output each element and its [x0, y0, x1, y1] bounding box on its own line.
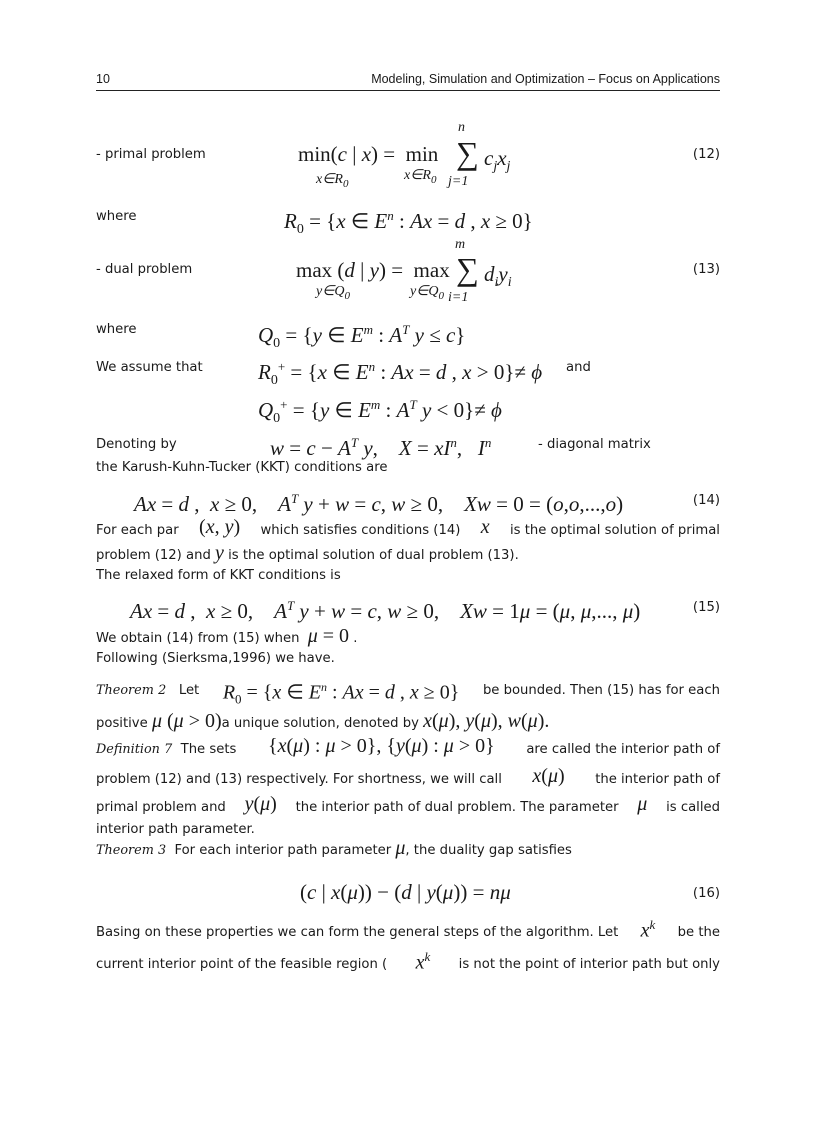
theorem-2-unique: a unique solution, denoted by [221, 716, 419, 731]
theorem-3-label: Theorem 3 [96, 843, 167, 858]
equation-14: Ax = d , x ≥ 0, $A^T$ y + w = c, w ≥ 0, Xw = 0 = (o,o,...,o) [134, 491, 624, 516]
equation-number-12: (12) [692, 147, 720, 162]
definition-7-line-2: problem (12) and (13) respectively. For shortness, we will call x(μ) the interior path of [96, 765, 720, 787]
text-optimal-dual: is the optimal solution of dual problem (13). [228, 548, 519, 563]
equation-q0-definition: $Q_0 = \{y$ ∈ $E^m$ : $A^T$ y ≤ c} [258, 322, 466, 352]
definition-7-line-1: Definition 7 The sets {x(μ) : μ > 0}, {y(μ) : μ > 0} are called the interior path of [96, 735, 720, 757]
equation-number-16: (16) [692, 886, 720, 901]
paragraph-basing-line-2: current interior point of the feasible region ( $x^k$ is not the point of interior path but only [96, 949, 720, 974]
label-where-2: where [96, 322, 137, 337]
label-where-1: where [96, 209, 137, 224]
label-denoting-by: Denoting by [96, 437, 177, 452]
label-and: and [566, 360, 591, 375]
theorem-2-bounded: be bounded. Then (15) has for each [482, 683, 720, 698]
equation-15: Ax = d , x ≥ 0, $A^T$ y + w = c, w ≥ 0, Xw = 1μ = (μ, μ,..., μ) [130, 598, 641, 623]
text-we-obtain: We obtain (14) from (15) when [96, 631, 300, 646]
equation-number-13: (13) [692, 262, 720, 277]
equation-r0-definition: $R_0 = \{x$ ∈ $E^n$ : Ax = d , x ≥ 0} [284, 208, 533, 238]
definition-7-line-4: interior path parameter. [96, 822, 255, 837]
definition-7-line-3: primal problem and y(μ) the interior path of dual problem. The parameter μ is called [96, 793, 720, 815]
label-dual-problem: - dual problem [96, 262, 193, 277]
label-we-assume: We assume that [96, 360, 203, 375]
label-primal-problem: - primal problem [96, 147, 206, 162]
equation-number-15: (15) [692, 600, 720, 615]
equation-w-definition: $w = c - A^T$ y, $X = xI^n$, $I^n$ [270, 435, 492, 460]
theorem-2-line-1: Theorem 2 Let $R_0 = \{x$ ∈ $E^n$ : Ax = d , x ≥ 0} be bounded. Then (15) has for each [96, 680, 720, 707]
paragraph-line-14b: problem (12) and y is the optimal solution of dual problem (13). [96, 542, 519, 564]
relaxed-intro: The relaxed form of KKT conditions is [96, 568, 341, 583]
following-sierksma: Following (Sierksma,1996) we have. [96, 651, 335, 666]
text-for-each-par: For each par [96, 523, 179, 538]
theorem-2-line-2: positive μ (μ > 0)a unique solution, denoted by x(μ), y(μ), w(μ). [96, 710, 550, 732]
paragraph-basing-line-1: Basing on these properties we can form the general steps of the algorithm. Let $x^k$ be the [96, 917, 720, 942]
text-problem-12-and: problem (12) and [96, 548, 211, 563]
definition-7-label: Definition [96, 742, 160, 757]
text-optimal-primal: is the optimal solution of primal [509, 523, 720, 538]
running-header [96, 72, 720, 91]
paragraph-line-15: We obtain (14) from (15) when μ = 0 . [96, 625, 358, 647]
running-title: Modeling, Simulation and Optimization – Focus on Applications [371, 72, 720, 86]
theorem-2-label: Theorem [96, 683, 154, 698]
equation-q0-plus: $Q_0^+ = \{y$ ∈ $E^m$ : $A^T$ y < 0}≠ ϕ [258, 397, 502, 427]
paragraph-line-14a: For each par (x, y) which satisfies conditions (14) x is the optimal solution of primal [96, 516, 720, 538]
equation-r0-plus: $R_0^+ = \{x$ ∈ $E^n$ : Ax = d , x > 0}≠ ϕ [258, 359, 543, 389]
text-which-satisfies: which satisfies conditions (14) [260, 523, 461, 538]
label-diagonal-matrix: - diagonal matrix [538, 437, 651, 452]
theorem-3-line: Theorem 3 For each interior path parameter μ, the duality gap satisfies [96, 837, 572, 859]
page-number: 10 [96, 72, 110, 86]
equation-number-14: (14) [692, 493, 720, 508]
kkt-intro: the Karush-Kuhn-Tucker (KKT) conditions are [96, 460, 388, 475]
equation-16: (c | x(μ)) − (d | y(μ)) = nμ [300, 880, 511, 904]
